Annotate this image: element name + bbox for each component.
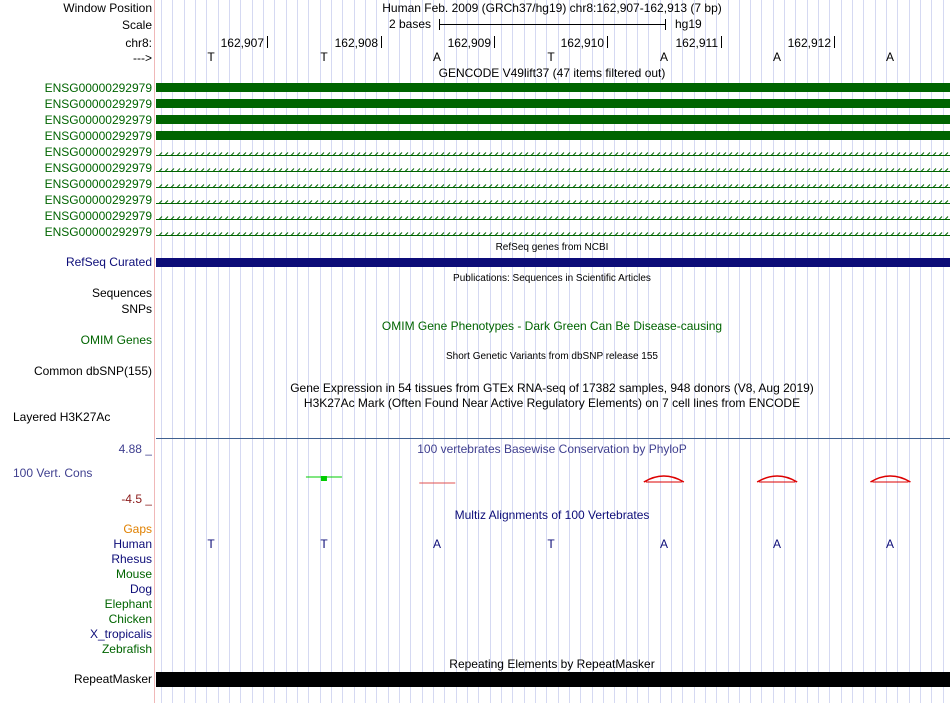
phylop-max-label: 4.88 _: [118, 442, 152, 456]
phylop-negative-arc: [870, 476, 910, 482]
phylop-positive-mark: [321, 476, 327, 481]
gencode-intron-line[interactable]: [156, 227, 950, 236]
ruler-tick: [607, 36, 608, 48]
base-letter: T: [547, 537, 555, 551]
gaps-label[interactable]: Gaps: [123, 522, 152, 536]
ruler-coordinate: 162,912: [787, 36, 831, 50]
ruler-tick: [494, 36, 495, 48]
phylop-negative-arc: [757, 476, 797, 482]
gtex-track-title: Gene Expression in 54 tissues from GTEx RNA-seq of 17382 samples, 948 donors (V8, Aug 2019): [290, 381, 814, 395]
assembly-position-text: Human Feb. 2009 (GRCh37/hg19) chr8:162,907-162,913 (7 bp): [382, 1, 722, 15]
phylop-label[interactable]: 100 Vert. Cons: [13, 466, 93, 480]
repeatmasker-track-title: Repeating Elements by RepeatMasker: [449, 657, 655, 671]
base-letter: A: [772, 537, 782, 551]
gencode-exon-bar[interactable]: [156, 115, 950, 124]
phylop-track-title: 100 vertebrates Basewise Conservation by PhyloP: [417, 442, 687, 456]
scale-db: hg19: [675, 17, 702, 31]
repeatmasker-label[interactable]: RepeatMasker: [73, 672, 152, 686]
gencode-gene-label[interactable]: ENSG00000292979: [44, 225, 152, 239]
gencode-gene-label[interactable]: ENSG00000292979: [44, 177, 152, 191]
publications-track-title: Publications: Sequences in Scientific Articles: [453, 273, 651, 284]
species-label[interactable]: X_tropicalis: [89, 627, 152, 641]
base-letter: A: [659, 50, 669, 64]
gencode-gene-label[interactable]: ENSG00000292979: [44, 97, 152, 111]
gencode-gene-label[interactable]: ENSG00000292979: [44, 145, 152, 159]
ruler-tick: [834, 36, 835, 48]
h3k27ac-baseline: [156, 438, 950, 439]
refseq-track-title: RefSeq genes from NCBI: [495, 242, 609, 253]
species-label[interactable]: Zebrafish: [101, 642, 152, 656]
base-letter: A: [432, 50, 442, 64]
gencode-exon-bar[interactable]: [156, 131, 950, 140]
base-letter: T: [320, 537, 328, 551]
gencode-intron-line[interactable]: [156, 179, 950, 188]
base-letter: A: [659, 537, 669, 551]
ruler-coordinate: 162,909: [447, 36, 491, 50]
phylop-negative-arc: [644, 476, 684, 482]
gencode-track-title: GENCODE V49lift37 (47 items filtered out): [438, 66, 666, 80]
base-letter: T: [547, 50, 555, 64]
h3k27ac-track-title: H3K27Ac Mark (Often Found Near Active Regulatory Elements) on 7 cell lines from ENCODE: [303, 396, 801, 410]
species-label[interactable]: Elephant: [104, 597, 152, 611]
multiz-track-title: Multiz Alignments of 100 Vertebrates: [454, 508, 650, 522]
species-label[interactable]: Rhesus: [111, 552, 152, 566]
ruler-coordinate: 162,908: [334, 36, 378, 50]
scale-label: Scale: [121, 18, 152, 32]
gencode-gene-label[interactable]: ENSG00000292979: [44, 161, 152, 175]
dbsnp-track-title: Short Genetic Variants from dbSNP release 155: [446, 351, 658, 362]
gencode-gene-label[interactable]: ENSG00000292979: [44, 193, 152, 207]
ruler-coordinate: 162,910: [560, 36, 604, 50]
h3k27ac-label[interactable]: Layered H3K27Ac: [13, 410, 111, 424]
base-letter: A: [885, 50, 895, 64]
snps-label[interactable]: SNPs: [121, 302, 152, 316]
gencode-intron-line[interactable]: [156, 211, 950, 220]
chrom-label: chr8:: [125, 36, 152, 50]
gencode-intron-line[interactable]: [156, 195, 950, 204]
strand-label: --->: [133, 51, 152, 65]
base-letter: A: [885, 537, 895, 551]
gencode-gene-label[interactable]: ENSG00000292979: [44, 209, 152, 223]
human-label[interactable]: Human: [113, 537, 152, 551]
ruler-coordinate: 162,907: [220, 36, 264, 50]
ruler-coordinate: 162,911: [675, 36, 718, 50]
gencode-intron-line[interactable]: [156, 163, 950, 172]
base-letter: A: [772, 50, 782, 64]
base-letter: T: [207, 50, 215, 64]
gencode-exon-bar[interactable]: [156, 83, 950, 92]
refseq-label[interactable]: RefSeq Curated: [65, 255, 152, 269]
ruler-tick: [381, 36, 382, 48]
dbsnp-label[interactable]: Common dbSNP(155): [33, 364, 152, 378]
base-letter: A: [432, 537, 442, 551]
phylop-min-label: -4.5 _: [121, 492, 152, 506]
repeatmasker-bar[interactable]: [156, 672, 950, 687]
window-position-label: Window Position: [63, 1, 152, 15]
base-letter: T: [207, 537, 215, 551]
label-divider: [154, 0, 155, 703]
sequences-label[interactable]: Sequences: [91, 286, 152, 300]
gencode-exon-bar[interactable]: [156, 99, 950, 108]
scale-text: 2 bases: [389, 17, 432, 31]
species-label[interactable]: Mouse: [115, 567, 152, 581]
species-label[interactable]: Chicken: [108, 612, 152, 626]
phylop-signal: [156, 458, 950, 498]
gencode-intron-line[interactable]: [156, 147, 950, 156]
base-letter: T: [320, 50, 328, 64]
refseq-gene-bar[interactable]: [156, 258, 950, 267]
species-label[interactable]: Dog: [129, 582, 152, 596]
gencode-gene-label[interactable]: ENSG00000292979: [44, 113, 152, 127]
ruler-tick: [267, 36, 268, 48]
gencode-gene-label[interactable]: ENSG00000292979: [44, 129, 152, 143]
omim-track-title: OMIM Gene Phenotypes - Dark Green Can Be Disease-causing: [381, 319, 723, 333]
gencode-gene-label[interactable]: ENSG00000292979: [44, 81, 152, 95]
ruler-tick: [721, 36, 722, 48]
omim-label[interactable]: OMIM Genes: [80, 333, 152, 347]
